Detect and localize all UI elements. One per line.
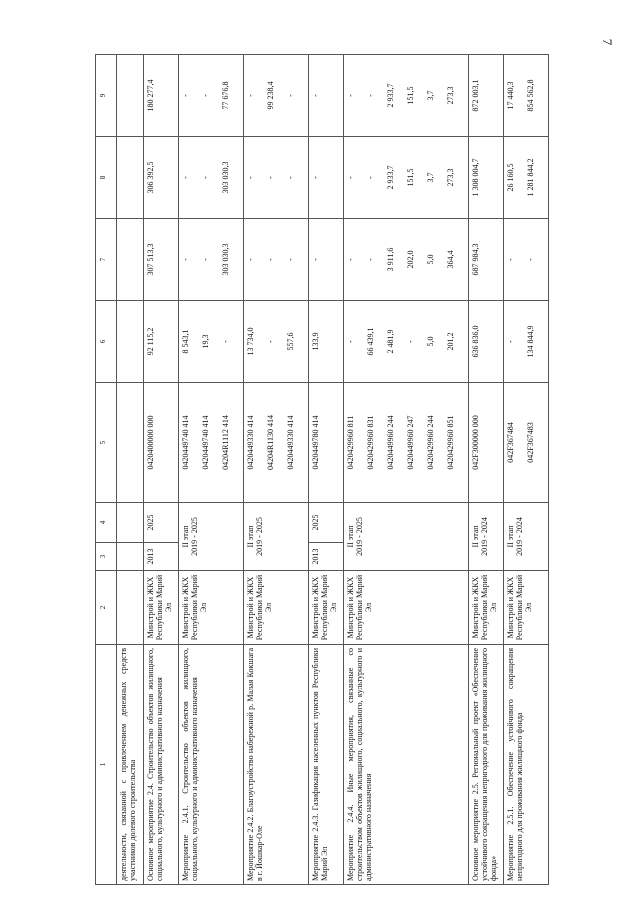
value: - bbox=[346, 94, 355, 97]
row-name: Мероприятие 2.4.3. Газификация населенных пунктов Республики Марий Эл bbox=[309, 645, 344, 885]
value: 2 933,7 bbox=[386, 165, 395, 190]
col-3-header: 3 bbox=[96, 543, 117, 571]
col-9-header: 9 bbox=[96, 55, 117, 137]
value: - bbox=[346, 258, 355, 261]
row-budget-code: 042F300000 000 bbox=[469, 383, 504, 503]
page-number: 7 bbox=[600, 38, 615, 46]
value: 3,7 bbox=[426, 172, 435, 183]
row-values-col8 bbox=[179, 137, 244, 219]
intro-text: деятельности, связанной с привлечением денежных средств участников долевого строительства bbox=[117, 645, 144, 885]
row-values-col8 bbox=[244, 137, 309, 219]
row-years: 2019 - 2025 bbox=[190, 517, 200, 556]
row-period bbox=[244, 503, 309, 571]
budget-code: 0420449740 414 bbox=[181, 415, 190, 470]
value: - bbox=[406, 340, 415, 343]
value: - bbox=[246, 94, 255, 97]
row-values-col8 bbox=[504, 137, 549, 219]
table-row bbox=[144, 55, 179, 885]
value: 1 281 844,2 bbox=[526, 158, 535, 197]
row-period bbox=[469, 503, 504, 571]
row-years: 2019 - 2025 bbox=[355, 517, 365, 556]
value: - bbox=[286, 258, 295, 261]
col-7-header: 7 bbox=[96, 219, 117, 301]
value: - bbox=[346, 176, 355, 179]
value: 8 543,1 bbox=[181, 329, 190, 354]
row-years: 2019 - 2024 bbox=[480, 517, 490, 556]
row-value-col7: 307 513,3 bbox=[144, 219, 179, 301]
row-value-col8: 1 308 004,7 bbox=[469, 137, 504, 219]
value: - bbox=[266, 258, 275, 261]
row-value-col8: 306 392,5 bbox=[144, 137, 179, 219]
row-stage: II этап bbox=[246, 525, 255, 548]
row-name: Основное мероприятие 2.4. Строительство объектов жилищного, социального, культурного и административного назначения bbox=[144, 645, 179, 885]
row-values-col6 bbox=[244, 301, 309, 383]
row-budget-code: 0420400000 000 bbox=[144, 383, 179, 503]
row-end-year: 2025 bbox=[144, 503, 179, 543]
header-row bbox=[96, 55, 117, 885]
row-values-col7 bbox=[179, 219, 244, 301]
value: - bbox=[266, 340, 275, 343]
value: - bbox=[366, 94, 375, 97]
row-values-col6 bbox=[504, 301, 549, 383]
value: 5,0 bbox=[426, 254, 435, 265]
value: - bbox=[286, 176, 295, 179]
value: - bbox=[366, 258, 375, 261]
row-value-col8: - bbox=[309, 137, 344, 219]
row-values-col6 bbox=[179, 301, 244, 383]
col-2-header: 2 bbox=[96, 571, 117, 645]
budget-code: 0420449330 414 bbox=[246, 415, 255, 470]
row-values-col8 bbox=[344, 137, 469, 219]
row-name: Мероприятие 2.5.1. Обеспечение устойчивого сокращения непригодного для проживания жилищного фонда bbox=[504, 645, 549, 885]
budget-code: 0420449740 414 bbox=[201, 415, 210, 470]
row-name: Основное мероприятие 2.5. Региональный проект «Обеспечение устойчивого сокращения непригодного для проживания жилищного фонда» bbox=[469, 645, 504, 885]
value: 26 160,5 bbox=[506, 163, 515, 192]
budget-code: 042F367484 bbox=[506, 422, 515, 463]
row-budget-codes bbox=[179, 383, 244, 503]
value: - bbox=[201, 258, 210, 261]
budget-table bbox=[95, 54, 549, 885]
row-stage: II этап bbox=[506, 525, 515, 548]
value: - bbox=[201, 176, 210, 179]
value: 557,6 bbox=[286, 332, 295, 351]
value: - bbox=[246, 176, 255, 179]
budget-code: 04204R1112 414 bbox=[221, 415, 230, 470]
value: - bbox=[346, 340, 355, 343]
value: 303 030,3 bbox=[221, 161, 230, 194]
col-1-header: 1 bbox=[96, 645, 117, 885]
value: 273,3 bbox=[446, 168, 455, 187]
row-value-col6: 636 836,0 bbox=[469, 301, 504, 383]
budget-code: 0420429960 831 bbox=[366, 415, 375, 470]
value: 19,3 bbox=[201, 334, 210, 349]
value: 201,2 bbox=[446, 332, 455, 351]
row-period bbox=[179, 503, 244, 571]
budget-code: 042F367483 bbox=[526, 422, 535, 463]
row-values-col7 bbox=[344, 219, 469, 301]
budget-code: 0420449960 244 bbox=[386, 415, 395, 470]
row-executor: Минстрой и ЖКХ Республики Марий Эл bbox=[144, 571, 179, 645]
table-row bbox=[309, 55, 344, 885]
row-stage: II этап bbox=[471, 525, 480, 548]
table-row bbox=[179, 55, 244, 885]
table-row-intro bbox=[117, 55, 144, 885]
value: 273,3 bbox=[446, 86, 455, 105]
value: - bbox=[201, 94, 210, 97]
row-years: 2019 - 2024 bbox=[515, 517, 525, 556]
row-executor: Минстрой и ЖКХ Республики Марий Эл bbox=[244, 571, 309, 645]
row-values-col9 bbox=[179, 55, 244, 137]
value: 99 238,4 bbox=[266, 81, 275, 110]
value: 854 562,8 bbox=[526, 79, 535, 112]
row-values-col6 bbox=[344, 301, 469, 383]
budget-code: 0420449330 414 bbox=[286, 415, 295, 470]
value: - bbox=[506, 340, 515, 343]
row-value-col6: 133,9 bbox=[309, 301, 344, 383]
row-value-col6: 92 115,2 bbox=[144, 301, 179, 383]
value: - bbox=[181, 176, 190, 179]
row-period bbox=[504, 503, 549, 571]
row-values-col9 bbox=[244, 55, 309, 137]
row-values-col9 bbox=[504, 55, 549, 137]
row-values-col9 bbox=[344, 55, 469, 137]
row-value-col7: - bbox=[309, 219, 344, 301]
budget-code: 0420429960 851 bbox=[446, 415, 455, 470]
row-values-col7 bbox=[504, 219, 549, 301]
row-value-col9: 872 003,1 bbox=[469, 55, 504, 137]
value: 303 030,3 bbox=[221, 243, 230, 276]
value: 134 844,9 bbox=[526, 325, 535, 358]
col-4-header: 4 bbox=[96, 503, 117, 543]
value: 5,0 bbox=[426, 336, 435, 347]
value: 2 933,7 bbox=[386, 83, 395, 108]
value: 3,7 bbox=[426, 90, 435, 101]
row-stage: II этап bbox=[181, 525, 190, 548]
row-executor: Минстрой и ЖКХ Республики Марий Эл bbox=[469, 571, 504, 645]
row-budget-codes bbox=[504, 383, 549, 503]
budget-table-rotated bbox=[95, 55, 550, 885]
row-value-col9: 180 277,4 bbox=[144, 55, 179, 137]
row-executor: Минстрой и ЖКХ Республики Марий Эл bbox=[344, 571, 469, 645]
value: 151,5 bbox=[406, 168, 415, 187]
value: - bbox=[506, 258, 515, 261]
value: - bbox=[286, 94, 295, 97]
value: 13 734,0 bbox=[246, 327, 255, 356]
row-executor: Минстрой и ЖКХ Республики Марий Эл bbox=[179, 571, 244, 645]
col-6-header: 6 bbox=[96, 301, 117, 383]
row-start-year: 2013 bbox=[309, 543, 344, 571]
value: - bbox=[526, 258, 535, 261]
row-budget-codes bbox=[244, 383, 309, 503]
value: 17 440,3 bbox=[506, 81, 515, 110]
table-row bbox=[504, 55, 549, 885]
value: - bbox=[366, 176, 375, 179]
row-stage: II этап bbox=[346, 525, 355, 548]
value: 77 676,8 bbox=[221, 81, 230, 110]
row-period bbox=[344, 503, 469, 571]
value: 364,4 bbox=[446, 250, 455, 269]
value: - bbox=[181, 258, 190, 261]
row-executor: Минстрой и ЖКХ Республики Марий Эл bbox=[309, 571, 344, 645]
row-executor: Минстрой и ЖКХ Республики Марий Эл bbox=[504, 571, 549, 645]
value: - bbox=[266, 176, 275, 179]
value: 2 481,9 bbox=[386, 329, 395, 354]
value: - bbox=[246, 258, 255, 261]
budget-code: 0420449960 247 bbox=[406, 415, 415, 470]
col-5-header: 5 bbox=[96, 383, 117, 503]
value: 3 911,6 bbox=[386, 247, 395, 272]
row-value-col7: 687 984,3 bbox=[469, 219, 504, 301]
table-row bbox=[344, 55, 469, 885]
col-8-header: 8 bbox=[96, 137, 117, 219]
value: - bbox=[221, 340, 230, 343]
value: 202,0 bbox=[406, 250, 415, 269]
row-values-col7 bbox=[244, 219, 309, 301]
row-name: Мероприятие 2.4.1. Строительство объектов жилищного, социального, культурного и административного назначения bbox=[179, 645, 244, 885]
row-budget-codes bbox=[344, 383, 469, 503]
table-row bbox=[244, 55, 309, 885]
budget-code: 04204R1130 414 bbox=[266, 414, 275, 471]
budget-code: 0420429960 811 bbox=[346, 415, 355, 470]
row-end-year: 2025 bbox=[309, 503, 344, 543]
budget-code: 0420429960 244 bbox=[426, 415, 435, 470]
row-value-col9: - bbox=[309, 55, 344, 137]
table-row bbox=[469, 55, 504, 885]
row-budget-code: 0420449780 414 bbox=[309, 383, 344, 503]
row-name: Мероприятие 2.4.4. Иные мероприятия, связанные со строительством объектов жилищного, социального, культурного и административного назначения bbox=[344, 645, 469, 885]
row-start-year: 2013 bbox=[144, 543, 179, 571]
row-years: 2019 - 2025 bbox=[255, 517, 265, 556]
value: 66 439,1 bbox=[366, 327, 375, 356]
value: - bbox=[181, 94, 190, 97]
row-name: Мероприятие 2.4.2. Благоустройство набережной р. Малая Кокшага в г. Йошкар-Оле bbox=[244, 645, 309, 885]
value: 151,5 bbox=[406, 86, 415, 105]
